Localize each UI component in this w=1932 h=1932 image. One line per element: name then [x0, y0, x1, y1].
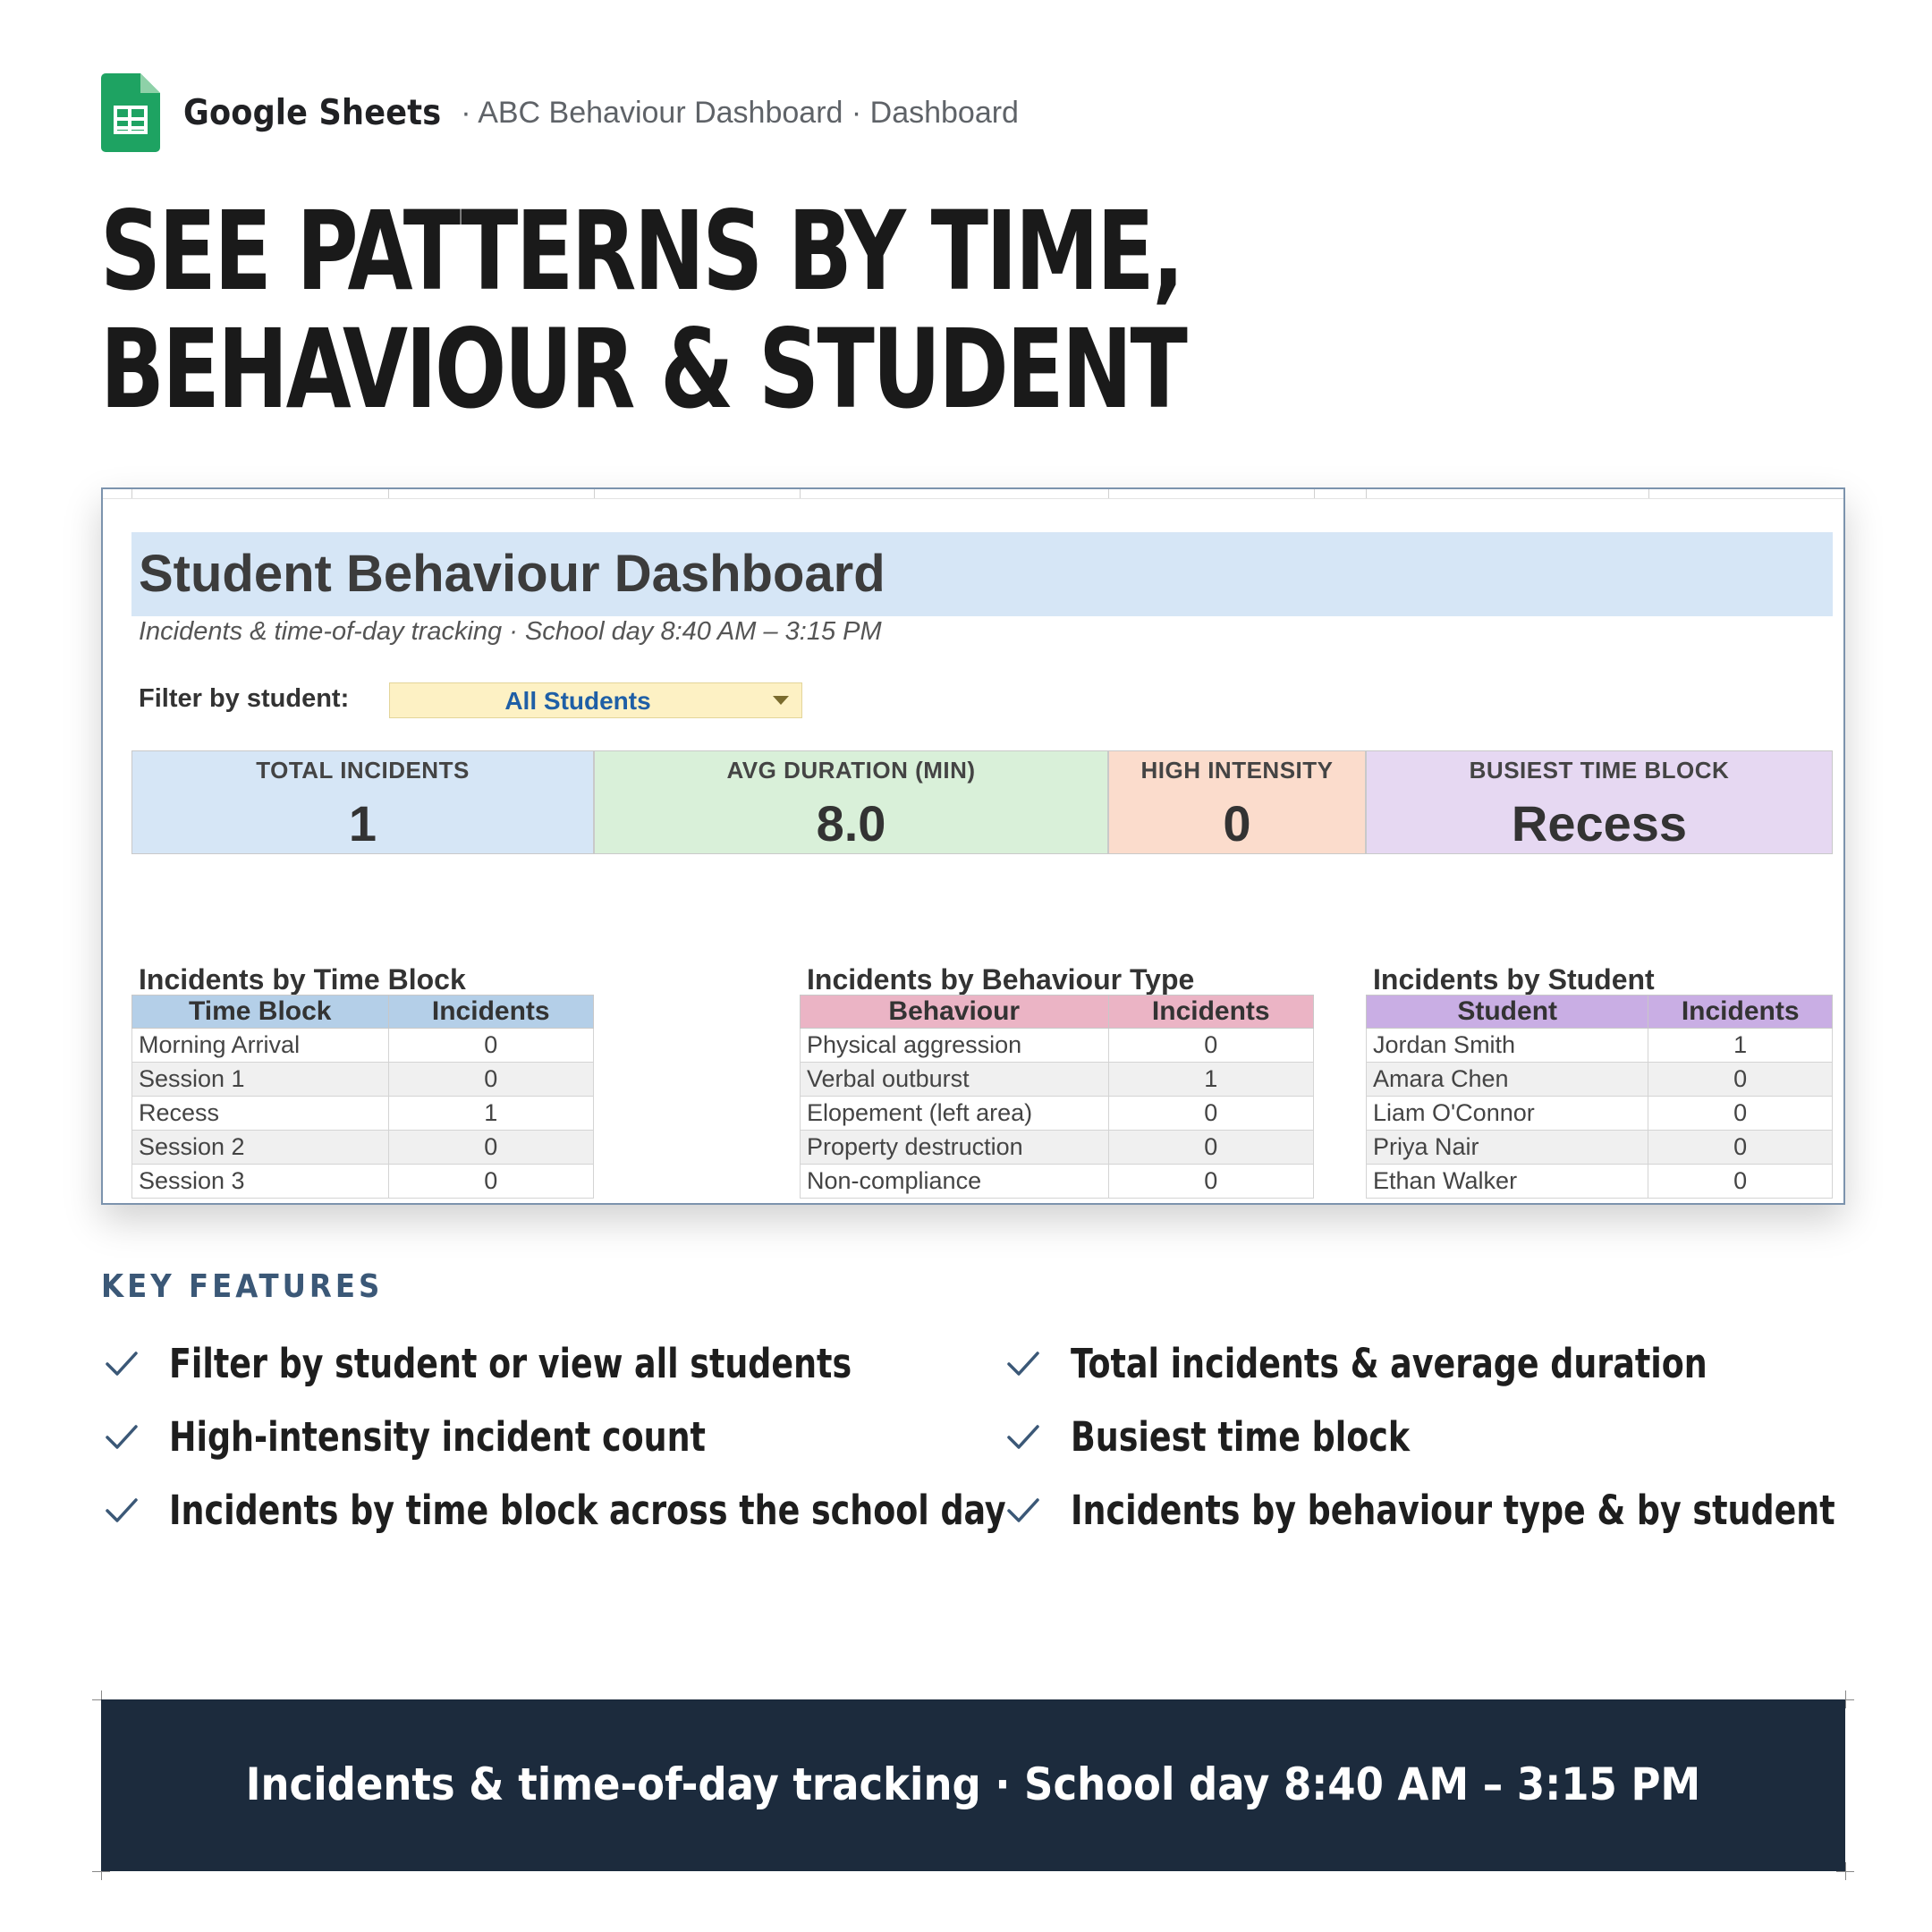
check-icon — [1005, 1345, 1041, 1381]
kpi-busiest-time-block — [1366, 750, 1833, 854]
time-block-cell: Session 1 — [132, 1063, 389, 1097]
kpi-label: AVG DURATION (MIN) — [726, 757, 976, 784]
check-icon — [104, 1492, 140, 1528]
check-icon — [104, 1419, 140, 1454]
feature-text: Total incidents & average duration — [1071, 1339, 1707, 1387]
table-row — [132, 1029, 594, 1063]
kpi-value: 8.0 — [816, 795, 886, 852]
behaviour-cell: Physical aggression — [801, 1029, 1109, 1063]
check-icon — [104, 1345, 140, 1381]
feature-text: Busiest time block — [1071, 1412, 1411, 1461]
brand-header — [101, 73, 1019, 152]
behaviour-cell: Non-compliance — [801, 1165, 1109, 1199]
table-row — [801, 1063, 1314, 1097]
feature-text: Filter by student or view all students — [169, 1339, 852, 1387]
filter-selected-value: All Students — [504, 687, 651, 715]
student-cell: Liam O'Connor — [1367, 1097, 1648, 1131]
student-table-title: Incidents by Student — [1373, 963, 1655, 996]
student-table — [1366, 995, 1833, 1199]
table-row — [1367, 1131, 1833, 1165]
student-cell: Ethan Walker — [1367, 1165, 1648, 1199]
student-cell: Priya Nair — [1367, 1131, 1648, 1165]
table-row — [801, 1097, 1314, 1131]
incidents-cell: 0 — [1648, 1165, 1833, 1199]
footer-text: Incidents & time-of-day tracking · School day 8:40 AM – 3:15 PM — [245, 1758, 1701, 1810]
time-block-table-title: Incidents by Time Block — [139, 963, 466, 996]
table-row — [801, 1029, 1314, 1063]
table-row — [1367, 1097, 1833, 1131]
kpi-high-intensity — [1108, 750, 1366, 854]
time-block-cell: Session 2 — [132, 1131, 389, 1165]
feature-item — [1005, 1483, 1920, 1537]
incidents-cell: 1 — [1108, 1063, 1313, 1097]
time-block-table — [131, 995, 594, 1199]
feature-item — [104, 1410, 766, 1463]
column-header: Student — [1367, 996, 1648, 1029]
incidents-cell: 0 — [1648, 1063, 1833, 1097]
column-header: Time Block — [132, 996, 389, 1029]
breadcrumb: · ABC Behaviour Dashboard · Dashboard — [461, 95, 1019, 130]
kpi-avg-duration — [594, 750, 1108, 854]
table-row — [132, 1165, 594, 1199]
dropdown-arrow-icon[interactable] — [773, 696, 789, 705]
incidents-cell: 0 — [1648, 1097, 1833, 1131]
google-sheets-icon — [101, 73, 160, 152]
behaviour-table — [800, 995, 1314, 1199]
table-row — [1367, 1029, 1833, 1063]
incidents-cell: 0 — [388, 1029, 594, 1063]
incidents-cell: 0 — [388, 1165, 594, 1199]
incidents-cell: 0 — [388, 1131, 594, 1165]
kpi-label: TOTAL INCIDENTS — [256, 757, 470, 784]
table-row — [1367, 1063, 1833, 1097]
kpi-value: Recess — [1511, 795, 1688, 852]
kpi-value: 0 — [1223, 795, 1251, 852]
student-cell: Amara Chen — [1367, 1063, 1648, 1097]
crop-mark — [92, 1871, 110, 1872]
feature-item — [1005, 1336, 1778, 1390]
dashboard-screenshot — [101, 487, 1845, 1205]
headline-line-1: SEE PATTERNS BY TIME, — [100, 188, 1182, 315]
kpi-total-incidents — [131, 750, 594, 854]
table-row — [801, 1131, 1314, 1165]
column-header: Incidents — [388, 996, 594, 1029]
check-icon — [1005, 1492, 1041, 1528]
table-row — [132, 1131, 594, 1165]
app-name: Google Sheets — [183, 92, 442, 133]
crop-mark — [1836, 1871, 1854, 1872]
feature-text: Incidents by time block across the school day — [169, 1486, 1006, 1534]
time-block-cell: Morning Arrival — [132, 1029, 389, 1063]
feature-item — [1005, 1410, 1447, 1463]
student-filter-dropdown[interactable] — [389, 682, 802, 718]
feature-item — [104, 1336, 928, 1390]
incidents-cell: 0 — [1108, 1131, 1313, 1165]
check-icon — [1005, 1419, 1041, 1454]
column-header: Incidents — [1108, 996, 1313, 1029]
incidents-cell: 0 — [1108, 1097, 1313, 1131]
column-header: Incidents — [1648, 996, 1833, 1029]
key-features-heading: KEY FEATURES — [101, 1268, 384, 1305]
incidents-cell: 0 — [388, 1063, 594, 1097]
behaviour-cell: Elopement (left area) — [801, 1097, 1109, 1131]
feature-text: High-intensity incident count — [169, 1412, 706, 1461]
column-header: Behaviour — [801, 996, 1109, 1029]
feature-item — [104, 1483, 1099, 1537]
table-row — [1367, 1165, 1833, 1199]
behaviour-cell: Verbal outburst — [801, 1063, 1109, 1097]
time-block-cell: Recess — [132, 1097, 389, 1131]
filter-label: Filter by student: — [139, 684, 350, 713]
headline-line-2: BEHAVIOUR & STUDENT — [100, 306, 1186, 433]
headline — [100, 188, 1186, 433]
table-row — [801, 1165, 1314, 1199]
feature-text: Incidents by behaviour type & by student — [1071, 1486, 1835, 1534]
incidents-cell: 1 — [388, 1097, 594, 1131]
behaviour-table-title: Incidents by Behaviour Type — [807, 963, 1195, 996]
incidents-cell: 1 — [1648, 1029, 1833, 1063]
incidents-cell: 0 — [1108, 1165, 1313, 1199]
kpi-label: HIGH INTENSITY — [1140, 757, 1334, 784]
table-row — [132, 1063, 594, 1097]
table-row — [132, 1097, 594, 1131]
incidents-cell: 0 — [1108, 1029, 1313, 1063]
dashboard-title: Student Behaviour Dashboard — [139, 545, 886, 603]
incidents-cell: 0 — [1648, 1131, 1833, 1165]
footer-banner — [101, 1699, 1845, 1871]
kpi-value: 1 — [348, 795, 377, 852]
kpi-label: BUSIEST TIME BLOCK — [1469, 757, 1730, 784]
dashboard-title-band — [131, 532, 1833, 616]
student-cell: Jordan Smith — [1367, 1029, 1648, 1063]
time-block-cell: Session 3 — [132, 1165, 389, 1199]
behaviour-cell: Property destruction — [801, 1131, 1109, 1165]
dashboard-subtitle: Incidents & time-of-day tracking · School day 8:40 AM – 3:15 PM — [139, 617, 882, 646]
